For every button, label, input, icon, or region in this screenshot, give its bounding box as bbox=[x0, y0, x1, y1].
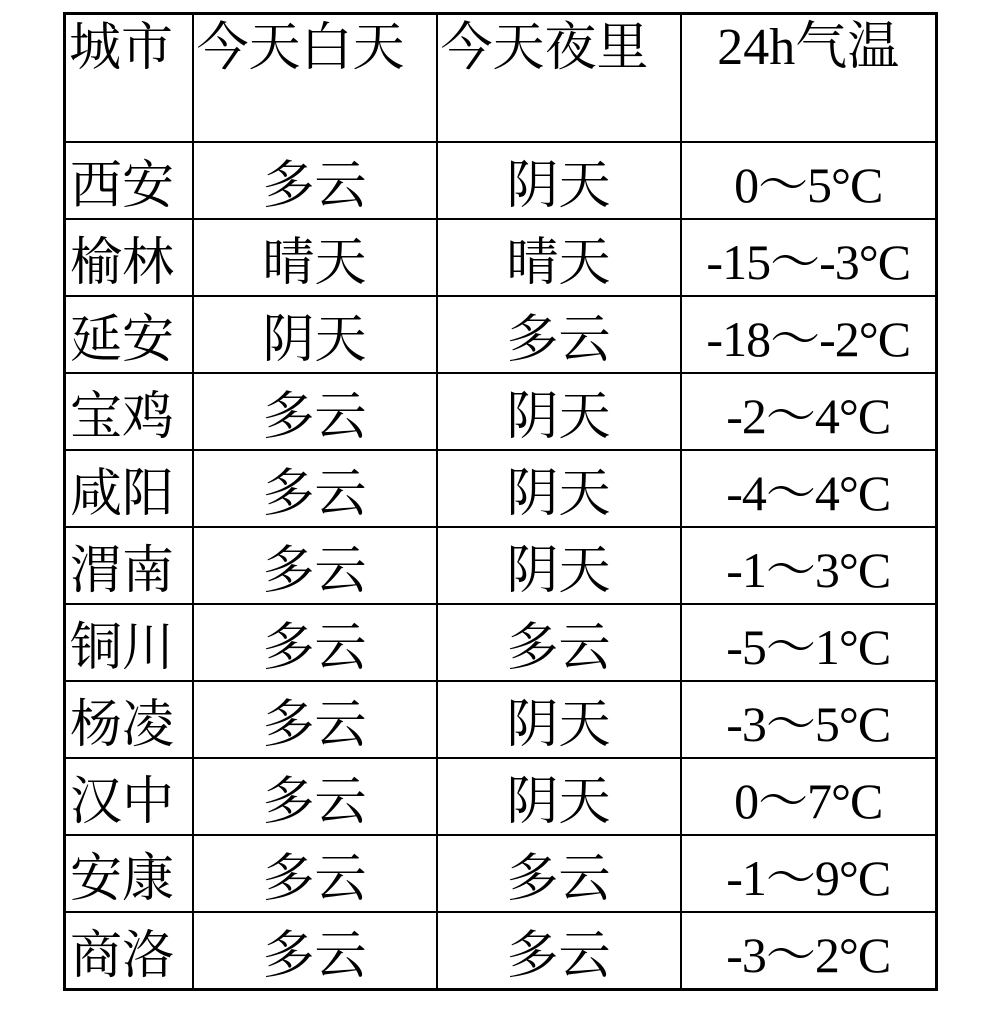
city-cell: 汉中 bbox=[65, 758, 193, 835]
temperature-cell: 0～5°C bbox=[681, 142, 937, 219]
temperature-cell: -3～2°C bbox=[681, 912, 937, 990]
city-cell: 渭南 bbox=[65, 527, 193, 604]
header-today-day: 今天白天 bbox=[193, 14, 437, 143]
night-weather-cell: 多云 bbox=[437, 296, 681, 373]
header-24h-temperature: 24h气温 bbox=[681, 14, 937, 143]
temperature-cell: -1～3°C bbox=[681, 527, 937, 604]
day-weather-cell: 多云 bbox=[193, 835, 437, 912]
city-cell: 宝鸡 bbox=[65, 373, 193, 450]
day-weather-cell: 多云 bbox=[193, 912, 437, 990]
night-weather-cell: 多云 bbox=[437, 912, 681, 990]
temperature-cell: -1～9°C bbox=[681, 835, 937, 912]
weather-table-container bbox=[63, 12, 938, 991]
day-weather-cell: 多云 bbox=[193, 527, 437, 604]
table-row bbox=[65, 835, 937, 912]
city-cell: 铜川 bbox=[65, 604, 193, 681]
temperature-cell: 0～7°C bbox=[681, 758, 937, 835]
table-row bbox=[65, 219, 937, 296]
table-header-row bbox=[65, 14, 937, 143]
city-cell: 榆林 bbox=[65, 219, 193, 296]
table-row bbox=[65, 527, 937, 604]
night-weather-cell: 阴天 bbox=[437, 758, 681, 835]
city-cell: 商洛 bbox=[65, 912, 193, 990]
header-city: 城市 bbox=[65, 14, 193, 143]
night-weather-cell: 阴天 bbox=[437, 450, 681, 527]
table-row bbox=[65, 142, 937, 219]
night-weather-cell: 多云 bbox=[437, 604, 681, 681]
night-weather-cell: 阴天 bbox=[437, 142, 681, 219]
day-weather-cell: 多云 bbox=[193, 604, 437, 681]
table-row bbox=[65, 604, 937, 681]
day-weather-cell: 晴天 bbox=[193, 219, 437, 296]
day-weather-cell: 多云 bbox=[193, 758, 437, 835]
temperature-cell: -2～4°C bbox=[681, 373, 937, 450]
night-weather-cell: 阴天 bbox=[437, 373, 681, 450]
temperature-cell: -15～-3°C bbox=[681, 219, 937, 296]
table-row bbox=[65, 758, 937, 835]
table-row bbox=[65, 373, 937, 450]
weather-forecast-table bbox=[63, 12, 938, 991]
table-row bbox=[65, 450, 937, 527]
temperature-cell: -3～5°C bbox=[681, 681, 937, 758]
city-cell: 延安 bbox=[65, 296, 193, 373]
day-weather-cell: 多云 bbox=[193, 373, 437, 450]
city-cell: 安康 bbox=[65, 835, 193, 912]
temperature-cell: -18～-2°C bbox=[681, 296, 937, 373]
night-weather-cell: 阴天 bbox=[437, 527, 681, 604]
table-row bbox=[65, 296, 937, 373]
city-cell: 咸阳 bbox=[65, 450, 193, 527]
day-weather-cell: 多云 bbox=[193, 142, 437, 219]
header-today-night: 今天夜里 bbox=[437, 14, 681, 143]
city-cell: 西安 bbox=[65, 142, 193, 219]
day-weather-cell: 阴天 bbox=[193, 296, 437, 373]
city-cell: 杨凌 bbox=[65, 681, 193, 758]
table-row bbox=[65, 912, 937, 990]
day-weather-cell: 多云 bbox=[193, 450, 437, 527]
night-weather-cell: 阴天 bbox=[437, 681, 681, 758]
temperature-cell: -4～4°C bbox=[681, 450, 937, 527]
night-weather-cell: 多云 bbox=[437, 835, 681, 912]
night-weather-cell: 晴天 bbox=[437, 219, 681, 296]
day-weather-cell: 多云 bbox=[193, 681, 437, 758]
table-row bbox=[65, 681, 937, 758]
temperature-cell: -5～1°C bbox=[681, 604, 937, 681]
